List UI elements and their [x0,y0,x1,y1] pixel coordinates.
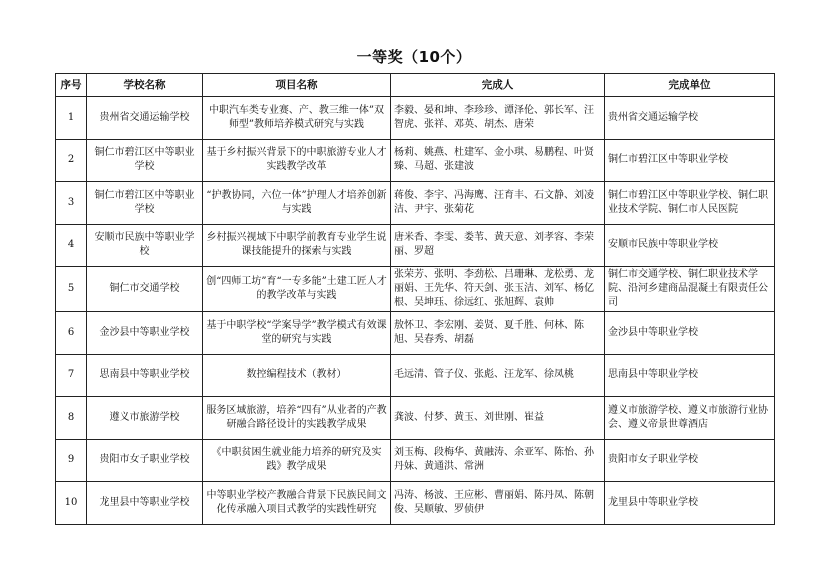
school-name: 遵义市旅游学校 [87,397,203,440]
table-row [56,224,775,267]
column-header-people: 完成人 [391,74,605,97]
row-index: 3 [56,182,87,225]
school-name: 贵阳市女子职业学校 [87,439,203,482]
awards-table [55,73,775,525]
contributors: 敖怀卫、李宏刚、姜贤、夏千胜、何林、陈旭、吴春秀、胡磊 [391,312,605,355]
row-index: 2 [56,139,87,182]
table-row [56,439,775,482]
contributors: 杨莉、姚燕、杜建军、金小琪、易鹏程、叶贤臻、马超、张建波 [391,139,605,182]
table-row [56,139,775,182]
project-name: 中职汽车类专业赛、产、教三维一体”双师型”教师培养模式研究与实践 [203,97,391,140]
contributors: 李毅、晏和坤、李珍珍、谭泽伦、郭长军、汪智虎、张祥、邓英、胡杰、唐荣 [391,97,605,140]
project-name: 服务区域旅游，培养“四有”从业者的产教研融合路径设计的实践教学成果 [203,397,391,440]
completing-units: 贵州省交通运输学校 [605,97,775,140]
completing-units: 铜仁市碧江区中等职业学校、铜仁职业技术学院、铜仁市人民医院 [605,182,775,225]
completing-units: 遵义市旅游学校、遵义市旅游行业协会、遵义帝景世尊酒店 [605,397,775,440]
school-name: 金沙县中等职业学校 [87,312,203,355]
column-header-index: 序号 [56,74,87,97]
row-index: 10 [56,482,87,525]
row-index: 4 [56,224,87,267]
row-index: 9 [56,439,87,482]
project-name: 创“四师工坊”育“一专多能”土建工匠人才的教学改革与实践 [203,267,391,312]
contributors: 蒋俊、李宇、冯海鹰、汪育丰、石文静、刘凌洁、尹宇、张菊花 [391,182,605,225]
completing-units: 思南县中等职业学校 [605,354,775,397]
contributors: 唐米香、李雯、娄苇、黄天意、刘孝容、李荣丽、罗超 [391,224,605,267]
table-row [56,397,775,440]
completing-units: 铜仁市碧江区中等职业学校 [605,139,775,182]
completing-units: 金沙县中等职业学校 [605,312,775,355]
completing-units: 铜仁市交通学校、铜仁职业技术学院、沿河乡建商品混凝土有限责任公司 [605,267,775,312]
project-name: 基于乡村振兴背景下的中职旅游专业人才实践教学改革 [203,139,391,182]
row-index: 5 [56,267,87,312]
school-name: 龙里县中等职业学校 [87,482,203,525]
table-row [56,482,775,525]
row-index: 7 [56,354,87,397]
contributors: 冯涛、杨波、王应彬、曹丽娟、陈丹凤、陈朝俊、吴顺敏、罗侦伊 [391,482,605,525]
school-name: 铜仁市交通学校 [87,267,203,312]
column-header-school: 学校名称 [87,74,203,97]
contributors: 刘玉梅、段梅华、黄融涛、余亚军、陈怡、孙丹妹、黄通洪、常洲 [391,439,605,482]
school-name: 安顺市民族中等职业学校 [87,224,203,267]
school-name: 铜仁市碧江区中等职业学校 [87,139,203,182]
project-name: “护教协同，六位一体”护理人才培养创新与实践 [203,182,391,225]
project-name: 数控编程技术（教材） [203,354,391,397]
project-name: 中等职业学校产教融合背景下民族民间文化传承融入项目式教学的实践性研究 [203,482,391,525]
row-index: 6 [56,312,87,355]
project-name: 《中职贫困生就业能力培养的研究及实践》教学成果 [203,439,391,482]
table-header-row [56,74,775,97]
completing-units: 安顺市民族中等职业学校 [605,224,775,267]
table-row [56,354,775,397]
page-title: 一等奖（10个） [356,48,472,66]
contributors: 龚波、付梦、黄玉、刘世刚、崔益 [391,397,605,440]
contributors: 毛远清、管子仪、张彪、汪龙军、徐凤桃 [391,354,605,397]
school-name: 思南县中等职业学校 [87,354,203,397]
school-name: 贵州省交通运输学校 [87,97,203,140]
completing-units: 贵阳市女子职业学校 [605,439,775,482]
column-header-project: 项目名称 [203,74,391,97]
table-row [56,97,775,140]
contributors: 张荣芳、张明、李劲松、吕珊琳、龙松勇、龙丽娟、王先华、符天剑、张玉洁、刘军、杨亿根、吴坤珏、徐远红、张旭辉、袁帅 [391,267,605,312]
project-name: 基于中职学校“学案导学”教学模式有效课堂的研究与实践 [203,312,391,355]
completing-units: 龙里县中等职业学校 [605,482,775,525]
school-name: 铜仁市碧江区中等职业学校 [87,182,203,225]
project-name: 乡村振兴视域下中职学前教育专业学生说课技能提升的探索与实践 [203,224,391,267]
row-index: 8 [56,397,87,440]
row-index: 1 [56,97,87,140]
table-row [56,312,775,355]
table-row [56,267,775,312]
table-row [56,182,775,225]
column-header-unit: 完成单位 [605,74,775,97]
